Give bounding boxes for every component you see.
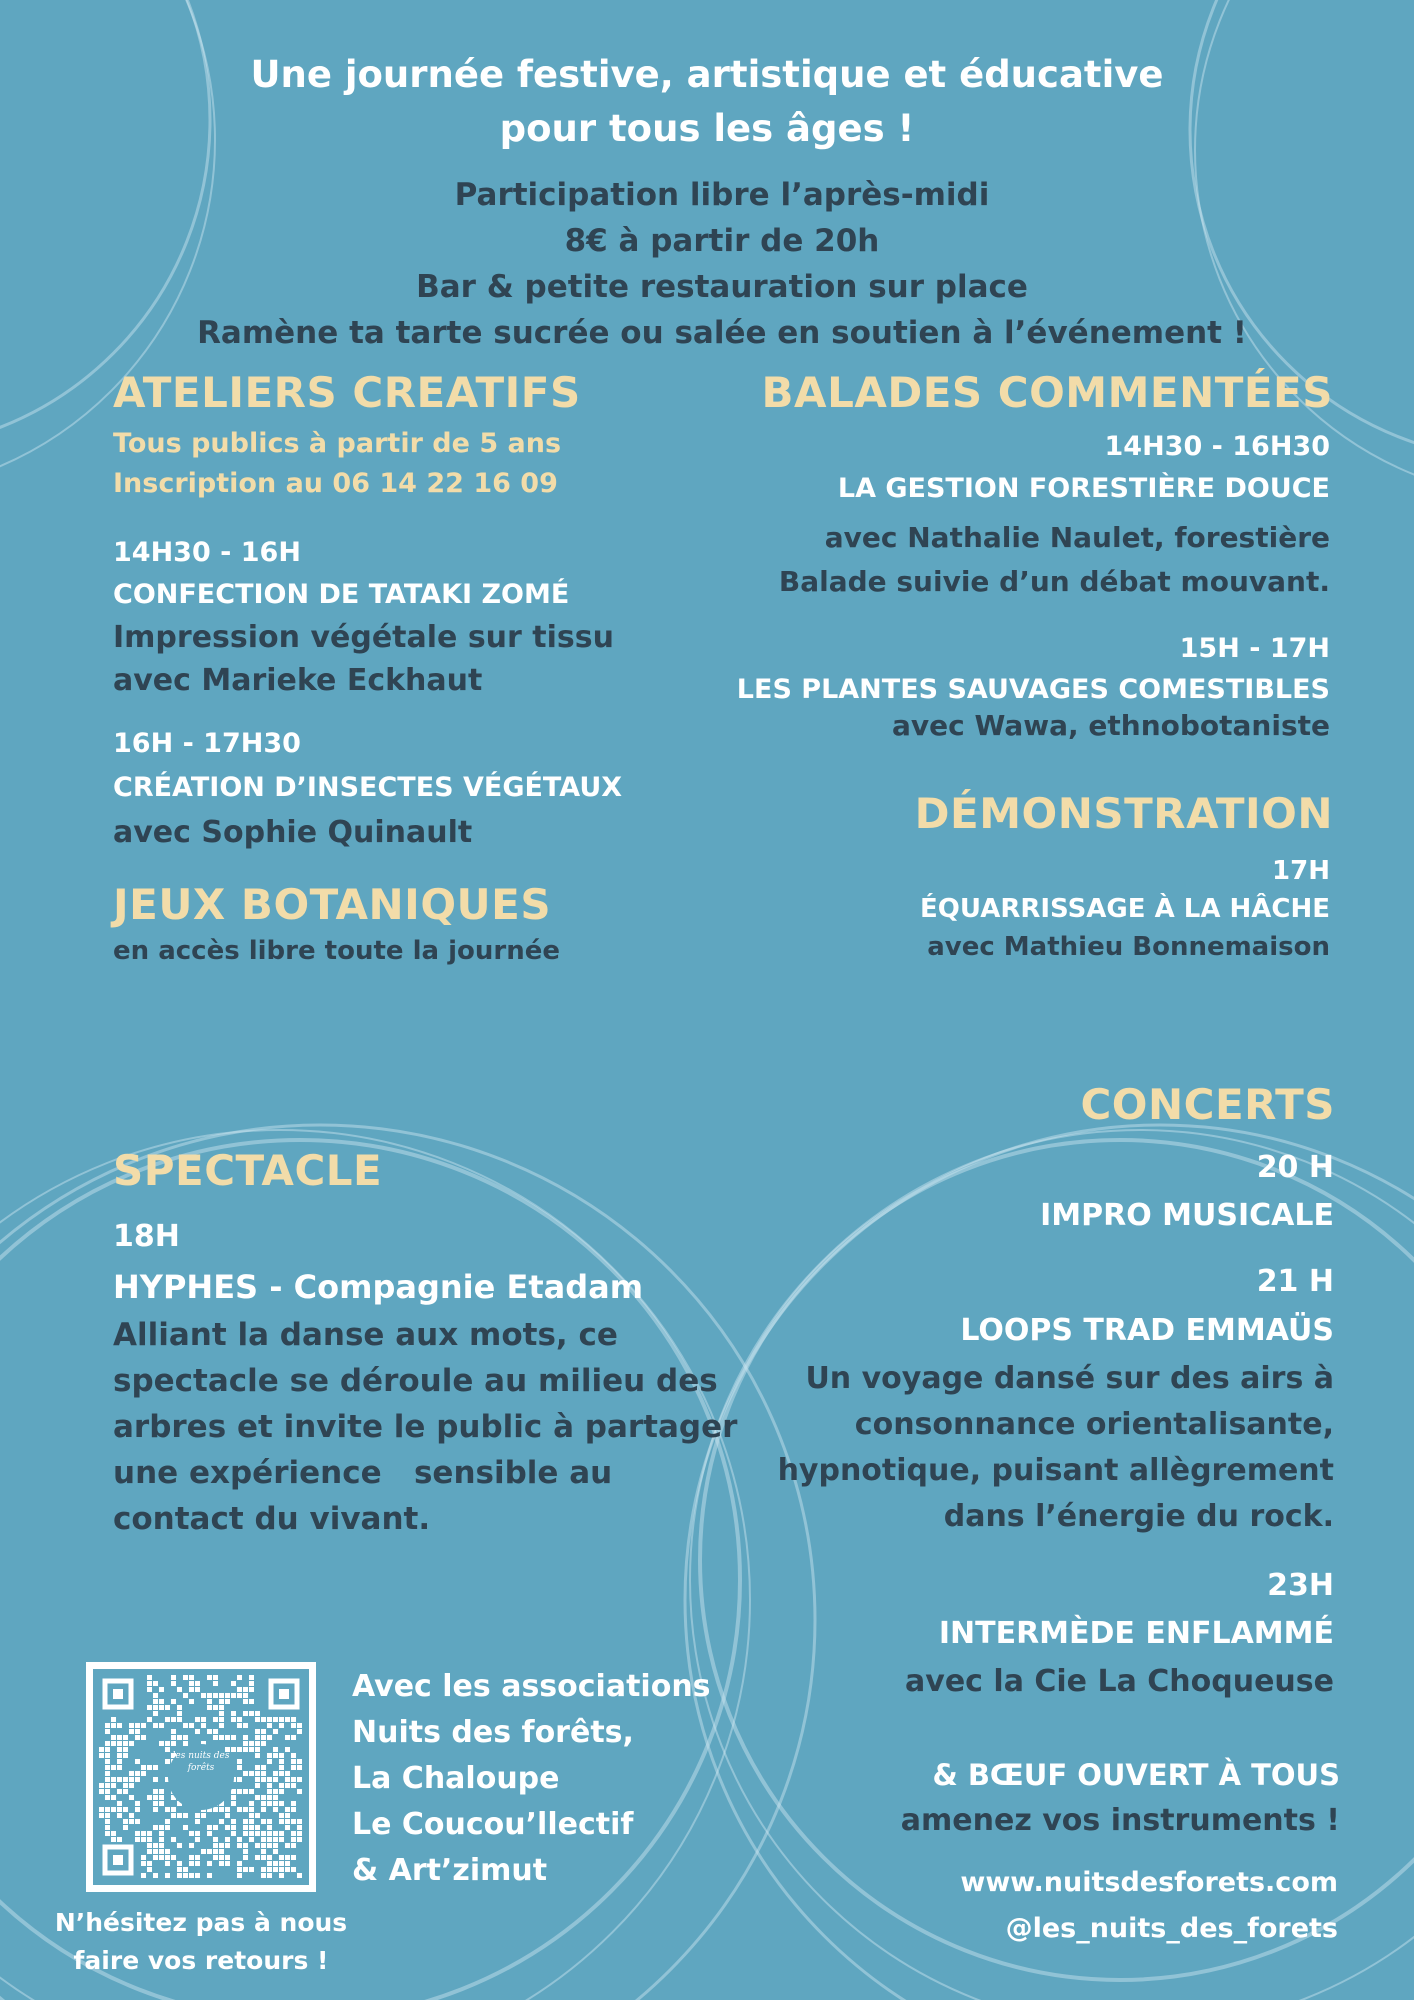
intro-info <box>0 172 1414 356</box>
balade-title: LA GESTION FORESTIÈRE DOUCE <box>837 473 1330 504</box>
ateliers-registration: Inscription au 06 14 22 16 09 <box>113 468 558 499</box>
concert-desc: hypnotique, puisant allègrement <box>777 1453 1334 1488</box>
balade-title: LES PLANTES SAUVAGES COMESTIBLES <box>736 674 1330 705</box>
intro-title <box>0 48 1414 156</box>
concert-desc: avec la Cie La Choqueuse <box>905 1664 1334 1699</box>
demonstration-time: 17H <box>1272 856 1330 886</box>
association-line: Nuits des forêts, <box>352 1715 634 1750</box>
atelier-item <box>113 722 622 856</box>
concert-item <box>778 1258 1334 1540</box>
spectacle-desc-line: une expérience sensible au <box>113 1455 613 1491</box>
ateliers-audience: Tous publics à partir de 5 ans <box>113 428 562 459</box>
atelier-desc: avec Sophie Quinault <box>113 815 473 850</box>
intro-info-line: Bar & petite restauration sur place <box>416 269 1028 305</box>
concert-title: LOOPS TRAD EMMAÜS <box>960 1313 1334 1348</box>
intro-info-line: 8€ à partir de 20h <box>564 223 880 259</box>
concert-time: 23H <box>1267 1568 1334 1603</box>
concert-desc: Un voyage dansé sur des airs à <box>805 1361 1334 1396</box>
balade-time: 15H - 17H <box>1179 633 1330 664</box>
jeux-heading: JEUX BOTANIQUES <box>113 880 552 929</box>
contact <box>960 1860 1338 1952</box>
association-line: La Chaloupe <box>352 1761 560 1796</box>
balade-desc: avec Nathalie Naulet, forestière <box>824 521 1330 554</box>
boeuf-title: & BŒUF OUVERT À TOUS <box>932 1758 1340 1792</box>
association-line: Avec les associations <box>352 1669 711 1704</box>
concert-title: INTERMÈDE ENFLAMMÉ <box>938 1616 1334 1651</box>
balade-desc: Balade suivie d’un débat mouvant. <box>778 565 1330 598</box>
balade-item <box>779 426 1330 604</box>
balades-heading: BALADES COMMENTÉES <box>761 368 1333 417</box>
spectacle-heading: SPECTACLE <box>113 1146 383 1195</box>
demonstration-heading: DÉMONSTRATION <box>914 789 1333 838</box>
concert-time: 21 H <box>1256 1264 1334 1299</box>
qr-logo-text: les nuits des forêts <box>172 1751 230 1773</box>
qr-caption-line: faire vos retours ! <box>73 1946 329 1975</box>
demonstration-title: ÉQUARRISSAGE À LA HÂCHE <box>920 894 1330 924</box>
atelier-time: 16H - 17H30 <box>113 728 301 759</box>
association-line: Le Coucou’llectif <box>352 1807 634 1842</box>
atelier-desc: Impression végétale sur tissu <box>113 620 614 655</box>
atelier-title: CRÉATION D’INSECTES VÉGÉTAUX <box>113 772 623 803</box>
intro-title-line2: pour tous les âges ! <box>499 107 915 150</box>
boeuf-block <box>901 1752 1340 1844</box>
social-handle[interactable]: @les_nuits_des_forets <box>1005 1913 1338 1944</box>
association-line: & Art’zimut <box>352 1853 548 1888</box>
jeux-desc: en accès libre toute la journée <box>113 936 560 966</box>
balade-item <box>737 628 1330 742</box>
balade-time: 14H30 - 16H30 <box>1104 431 1330 462</box>
concert-item <box>1040 1144 1334 1240</box>
concert-desc: consonnance orientalisante, <box>854 1407 1334 1442</box>
concert-time: 20 H <box>1256 1150 1334 1185</box>
atelier-item <box>113 532 614 702</box>
spectacle-time: 18H <box>113 1219 180 1254</box>
spectacle-desc-line: arbres et invite le public à partager <box>113 1409 738 1445</box>
qr-code-graphic <box>86 1662 316 1892</box>
spectacle-desc-line: contact du vivant. <box>113 1501 431 1537</box>
spectacle-desc-line: Alliant la danse aux mots, ce <box>113 1317 618 1353</box>
concert-desc: dans l’énergie du rock. <box>943 1499 1334 1534</box>
spectacle-item <box>113 1212 737 1542</box>
qr-code[interactable] <box>86 1662 316 1892</box>
associations <box>352 1664 711 1894</box>
boeuf-desc: amenez vos instruments ! <box>900 1803 1340 1838</box>
atelier-time: 14H30 - 16H <box>113 537 301 568</box>
qr-caption <box>30 1904 372 1980</box>
spectacle-desc <box>113 1312 737 1542</box>
concerts-heading: CONCERTS <box>1080 1080 1335 1129</box>
website-link[interactable]: www.nuitsdesforets.com <box>960 1867 1338 1898</box>
balade-desc: avec Wawa, ethnobotaniste <box>891 709 1330 742</box>
intro-title-line1: Une journée festive, artistique et éducative <box>250 53 1164 96</box>
spectacle-title: HYPHES - Compagnie Etadam <box>113 1268 644 1306</box>
atelier-title: CONFECTION DE TATAKI ZOMÉ <box>113 579 570 610</box>
demonstration-desc: avec Mathieu Bonnemaison <box>927 932 1330 962</box>
ateliers-heading: ATELIERS CREATIFS <box>113 368 581 417</box>
concert-item <box>905 1562 1334 1706</box>
intro-info-line: Participation libre l’après-midi <box>454 177 990 213</box>
concert-title: IMPRO MUSICALE <box>1040 1198 1334 1233</box>
qr-caption-line: N’hésitez pas à nous <box>54 1908 348 1937</box>
ateliers-info <box>113 424 561 504</box>
demonstration-item <box>920 852 1330 966</box>
intro-info-line: Ramène ta tarte sucrée ou salée en soutien à l’événement ! <box>197 315 1247 351</box>
atelier-desc: avec Marieke Eckhaut <box>113 663 483 698</box>
spectacle-desc-line: spectacle se déroule au milieu des <box>113 1363 718 1399</box>
